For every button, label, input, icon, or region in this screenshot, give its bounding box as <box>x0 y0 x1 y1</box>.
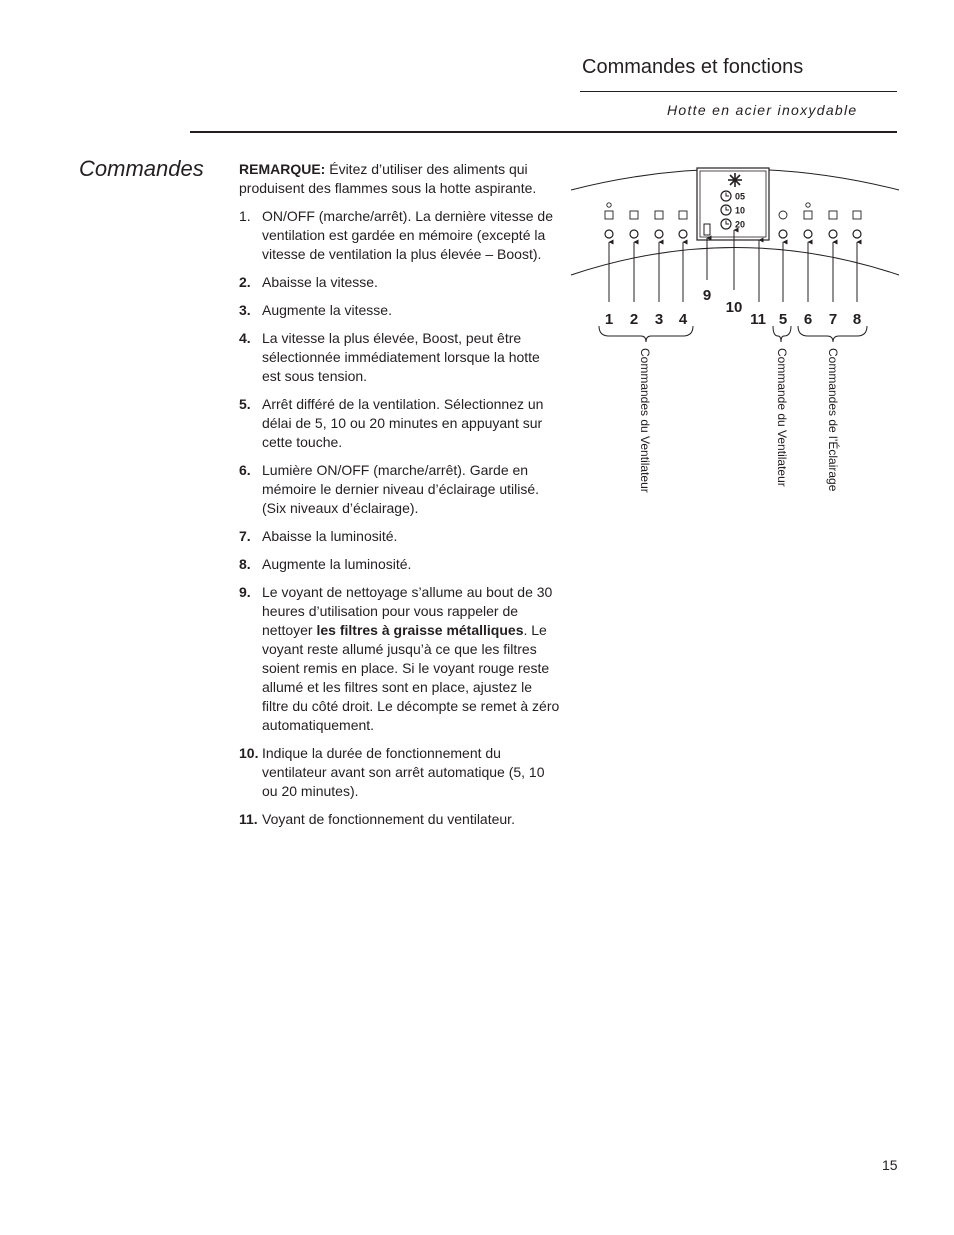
fan-down-button <box>630 230 638 238</box>
callout-1: 1 <box>604 311 614 328</box>
list-item <box>239 810 561 829</box>
note-label: REMARQUE: <box>239 161 326 177</box>
callout-5: 5 <box>778 311 788 328</box>
page-subtitle: Hotte en acier inoxydable <box>667 102 858 118</box>
list-item <box>239 744 561 801</box>
control-panel-diagram <box>565 160 905 520</box>
item-number: 10. <box>239 745 259 761</box>
instructions-column <box>239 160 561 838</box>
callout-9: 9 <box>702 287 712 304</box>
callout-11: 11 <box>750 311 766 328</box>
item-number: 4. <box>239 330 251 346</box>
cleaning-star-icon <box>728 173 742 187</box>
panel-bottom-curve <box>571 248 899 276</box>
callout-10: 10 <box>725 299 743 316</box>
callout-4: 4 <box>678 311 688 328</box>
fan-boost-icon <box>679 211 687 219</box>
light-down-icon <box>829 211 837 219</box>
list-item <box>239 461 561 518</box>
item-number: 7. <box>239 528 251 544</box>
header-rule <box>190 131 897 133</box>
fan-controls-label: Commandes du Ventilateur <box>638 348 652 493</box>
section-heading: Commandes <box>79 156 204 181</box>
page-title: Commandes et fonctions <box>582 56 804 78</box>
note-text: Évitez d’utiliser des aliments qui produisent des flammes sous la hotte aspirante. <box>239 161 537 196</box>
title-rule <box>580 91 897 92</box>
timer-label-05: 05 <box>735 191 746 202</box>
list-item <box>239 555 561 574</box>
light-power-icon <box>804 203 812 219</box>
controls-list <box>239 207 561 829</box>
callout-7: 7 <box>828 311 838 328</box>
item-number: 3. <box>239 302 251 318</box>
item-text: Arrêt différé de la ventilation. Sélectionnez un délai de 5, 10 ou 20 minutes en appuyant sur cette touche. <box>262 396 544 450</box>
control-panel-svg <box>565 160 905 520</box>
callout-2: 2 <box>629 311 639 328</box>
item-text: ON/OFF (marche/arrêt). La dernière vitesse de ventilation est gardée en mémoire (excepté la vitesse de ventilation la plus élevée – Boost). <box>262 208 553 262</box>
item-text: Augmente la luminosité. <box>262 556 412 572</box>
list-item <box>239 395 561 452</box>
fan-boost-button <box>679 230 687 238</box>
item-number: 9. <box>239 584 251 600</box>
fan-up-icon <box>655 211 663 219</box>
fan-timer-brace <box>773 326 791 342</box>
item-text: La vitesse la plus élevée, Boost, peut être sélectionnée immédiatement lorsque la hotte est sous tension. <box>262 330 540 384</box>
list-item <box>239 273 561 292</box>
item-number: 8. <box>239 556 251 572</box>
list-item <box>239 301 561 320</box>
item-text-before: Le voyant de nettoyage s’allume au bout de 30 heures d’utilisation pour vous rappeler de nettoyer <box>262 584 553 638</box>
light-power-button <box>804 230 812 238</box>
timer-label-10: 10 <box>735 205 746 216</box>
item-number: 6. <box>239 462 251 478</box>
light-down-button <box>829 230 837 238</box>
fan-down-icon <box>630 211 638 219</box>
fan-timer-button <box>779 230 787 238</box>
fan-timer-icon <box>779 211 787 219</box>
callout-3: 3 <box>654 311 664 328</box>
list-item <box>239 329 561 386</box>
item-number: 2. <box>239 274 251 290</box>
item-text: Lumière ON/OFF (marche/arrêt). Garde en mémoire le dernier niveau d’éclairage utilisé. (Six niveaux d’éclairage). <box>262 462 540 516</box>
light-up-icon <box>853 211 861 219</box>
list-item <box>239 527 561 546</box>
item-text: Abaisse la luminosité. <box>262 528 398 544</box>
item-number: 11. <box>239 811 258 827</box>
callout-8: 8 <box>852 311 862 328</box>
fan-power-icon <box>605 203 613 219</box>
light-up-button <box>853 230 861 238</box>
page-number: 15 <box>882 1157 898 1173</box>
item-number: 5. <box>239 396 251 412</box>
item-text-bold: les filtres à graisse métalliques <box>316 622 524 638</box>
fan-timer-label: Commande du Ventilateur <box>775 348 789 487</box>
fan-power-button <box>605 230 613 238</box>
list-item <box>239 207 561 264</box>
item-number: 1. <box>239 208 251 224</box>
callout-6: 6 <box>803 311 813 328</box>
timer-label-20: 20 <box>735 219 746 230</box>
item-text-after: . Le voyant reste allumé jusqu’à ce que les filtres soient remis en place. Si le voyant rouge reste allumé et les filtres sont en place, ajustez le filtre du côté droit. Le décompte se remet à zéro automatiquement. <box>262 622 560 733</box>
light-controls-label: Commandes de l’Éclairage <box>826 348 840 492</box>
fan-controls-brace <box>599 326 693 342</box>
light-controls-brace <box>798 326 867 342</box>
note <box>239 160 561 198</box>
item-text: Indique la durée de fonctionnement du ventilateur avant son arrêt automatique (5, 10 ou 20 minutes). <box>262 745 545 799</box>
list-item <box>239 583 561 735</box>
item-text: Abaisse la vitesse. <box>262 274 378 290</box>
fan-up-button <box>655 230 663 238</box>
item-text: Augmente la vitesse. <box>262 302 392 318</box>
item-text: Voyant de fonctionnement du ventilateur. <box>262 811 515 827</box>
